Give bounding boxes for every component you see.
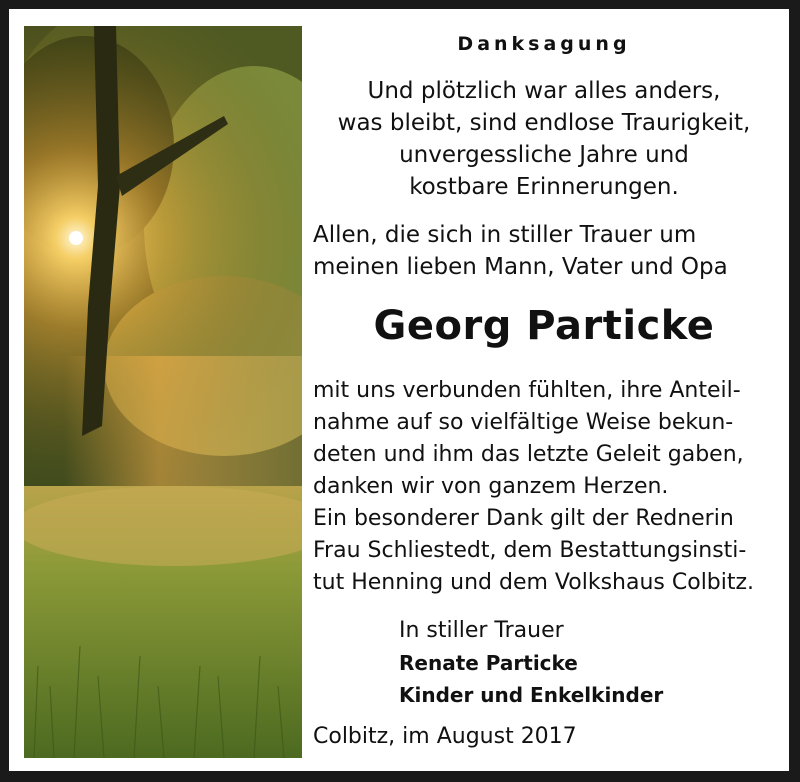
signature-intro: In stiller Trauer [399,618,564,643]
body-line: tut Henning und dem Volkshaus Colbitz. [313,570,755,595]
body-line: mit uns verbunden fühlten, ihre Anteil- [313,378,741,403]
body-line: deten und ihm das letzte Geleit gaben, [313,442,744,467]
signature [399,615,779,711]
body-line: nahme auf so vielfältige Weise bekun- [313,410,734,435]
dateline: Colbitz, im August 2017 [313,724,577,749]
body-line: Ein besonderer Dank gilt der Rednerin [313,506,734,531]
poem-line: was bleibt, sind endlose Traurigkeit, [337,110,751,136]
heading: Danksagung [457,33,631,55]
body-line: Frau Schliestedt, dem Bestattungsinsti- [313,538,747,563]
obituary-card [9,9,789,771]
deceased-name: Georg Particke [373,303,715,349]
intro-line: Allen, die sich in stiller Trauer um [313,222,697,248]
signature-name: Renate Particke [399,651,578,675]
intro-text [313,219,779,283]
poem [309,75,779,203]
signature-name: Kinder und Enkelkinder [399,683,664,707]
intro-line: meinen lieben Mann, Vater und Opa [313,254,728,280]
poem-line: kostbare Erinnerungen. [409,174,679,200]
body-text [313,375,779,599]
poem-line: Und plötzlich war alles anders, [367,78,721,104]
body-line: danken wir von ganzem Herzen. [313,474,669,499]
poem-line: unvergessliche Jahre und [399,142,689,168]
sunlit-forest-photo [24,26,302,758]
